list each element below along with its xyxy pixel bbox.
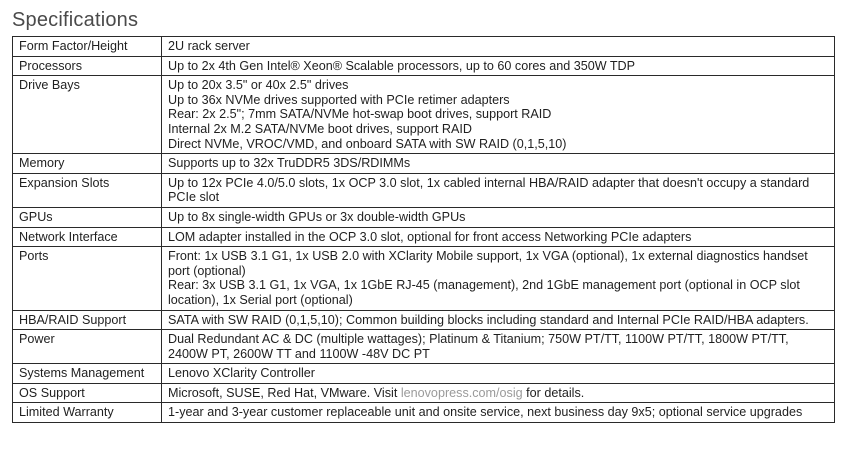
row-label: Form Factor/Height: [13, 37, 162, 57]
specifications-table: [12, 36, 835, 423]
row-value: Dual Redundant AC & DC (multiple wattages); Platinum & Titanium; 750W PT/TT, 1100W PT/TT, 1800W PT/TT, 2400W PT, 2600W TT and 1100W -48V DC PT: [162, 330, 835, 364]
row-value: 1-year and 3-year customer replaceable unit and onsite service, next business day 9x5; optional service upgrades: [162, 403, 835, 423]
row-label: Expansion Slots: [13, 173, 162, 207]
row-label: GPUs: [13, 207, 162, 227]
row-value: Up to 12x PCIe 4.0/5.0 slots, 1x OCP 3.0 slot, 1x cabled internal HBA/RAID adapter that doesn't occupy a standard PCIe slot: [162, 173, 835, 207]
row-value: Up to 2x 4th Gen Intel® Xeon® Scalable processors, up to 60 cores and 350W TDP: [162, 56, 835, 76]
row-value: Up to 20x 3.5" or 40x 2.5" drives Up to 36x NVMe drives supported with PCIe retimer adapters Rear: 2x 2.5"; 7mm SATA/NVMe hot-swap boot drives, support RAID Internal 2x M.2 SATA/NVMe boot drives, support RAID Direct NVMe, VROC/VMD, and onboard SATA with SW RAID (0,1,5,10): [162, 76, 835, 154]
row-label: Processors: [13, 56, 162, 76]
page-title: Specifications: [12, 9, 139, 31]
table-row: [13, 310, 835, 330]
table-row: [13, 173, 835, 207]
row-label: Drive Bays: [13, 76, 162, 154]
table-row: [13, 76, 835, 154]
table-row: [13, 56, 835, 76]
row-value: LOM adapter installed in the OCP 3.0 slot, optional for front access Networking PCIe adapters: [162, 227, 835, 247]
table-row: [13, 37, 835, 57]
table-row: [13, 403, 835, 423]
row-label: OS Support: [13, 383, 162, 403]
row-label: Power: [13, 330, 162, 364]
table-row: [13, 364, 835, 384]
os-support-text: Microsoft, SUSE, Red Hat, VMware. Visit: [168, 385, 401, 400]
row-label: Ports: [13, 247, 162, 310]
row-value: Supports up to 32x TruDDR5 3DS/RDIMMs: [162, 154, 835, 174]
row-label: Systems Management: [13, 364, 162, 384]
row-value: Up to 8x single-width GPUs or 3x double-width GPUs: [162, 207, 835, 227]
row-value: 2U rack server: [162, 37, 835, 57]
row-label: Network Interface: [13, 227, 162, 247]
table-row: [13, 207, 835, 227]
row-label: Memory: [13, 154, 162, 174]
table-row: [13, 227, 835, 247]
table-row: [13, 154, 835, 174]
row-label: Limited Warranty: [13, 403, 162, 423]
row-value: Front: 1x USB 3.1 G1, 1x USB 2.0 with XClarity Mobile support, 1x VGA (optional), 1x external diagnostics handset port (optional) Rear: 3x USB 3.1 G1, 1x VGA, 1x 1GbE RJ-45 (management), 2nd 1GbE management port (optional in OCP slot location), 1x Serial port (optional): [162, 247, 835, 310]
row-value: [162, 383, 835, 403]
table-row: [13, 330, 835, 364]
row-label: HBA/RAID Support: [13, 310, 162, 330]
row-value: SATA with SW RAID (0,1,5,10); Common building blocks including standard and Internal PCIe RAID/HBA adapters.: [162, 310, 835, 330]
table-row: [13, 383, 835, 403]
osig-link[interactable]: lenovopress.com/osig: [400, 385, 523, 400]
table-row: [13, 247, 835, 310]
os-support-suffix: for details.: [522, 385, 585, 400]
row-value: Lenovo XClarity Controller: [162, 364, 835, 384]
